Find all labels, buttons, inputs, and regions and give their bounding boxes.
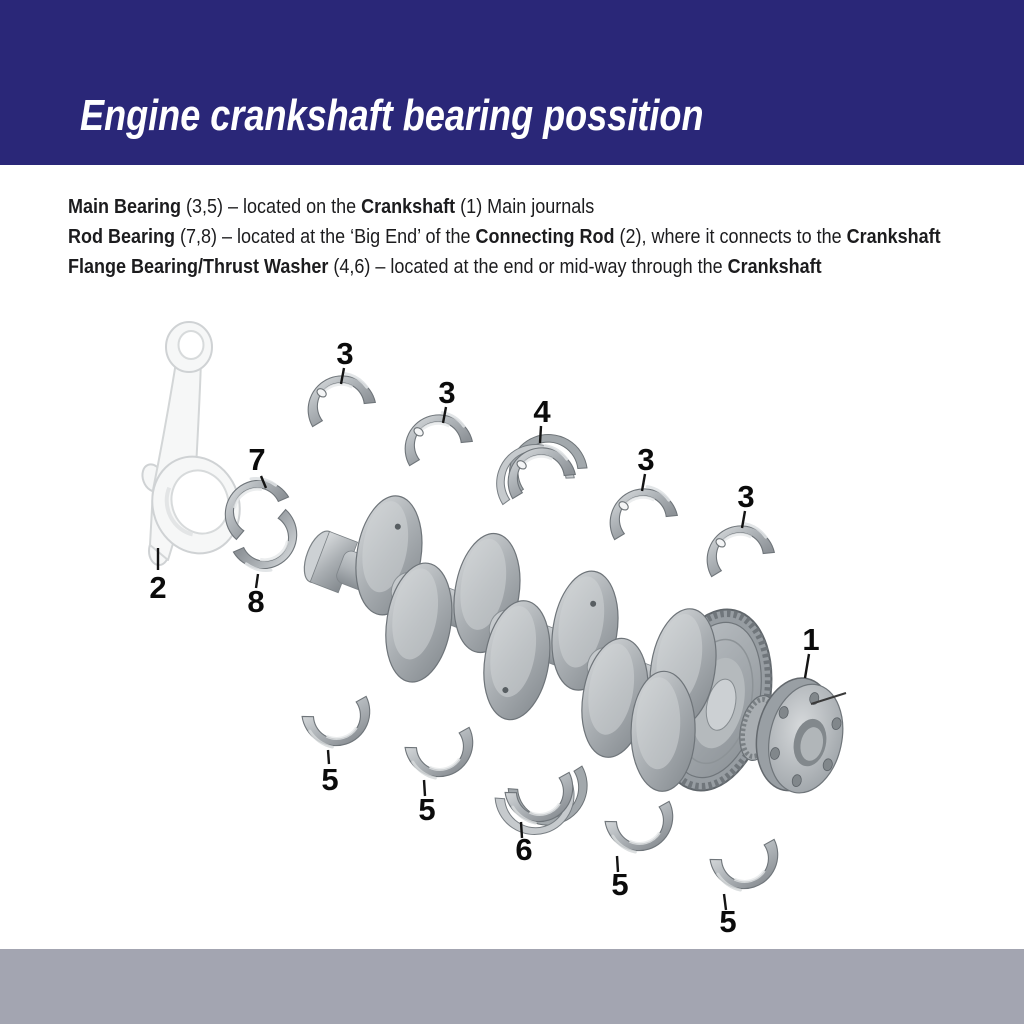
legend-term-connecting-rod: Connecting Rod (475, 226, 615, 248)
callout-5d-label: 5 (719, 904, 737, 939)
crankshaft (269, 467, 757, 813)
callout-5a (321, 750, 338, 797)
page-title: Engine crankshaft bearing possition (80, 91, 704, 140)
callout-3d-label: 3 (737, 479, 755, 514)
legend-term-crankshaft: Crankshaft (361, 196, 456, 218)
main-bearing-shell-5a (301, 696, 377, 753)
callout-3a-label: 3 (336, 336, 354, 371)
flange-bearing-shell-6 (492, 766, 597, 843)
callout-3b-label: 3 (438, 375, 456, 410)
callout-6-label: 6 (515, 832, 533, 867)
legend-text: (2), where it connects to the (614, 226, 847, 248)
main-bearing-shell-3c (602, 481, 679, 540)
footer-band (0, 949, 1024, 1024)
main-bearing-shell-5d (709, 839, 785, 896)
legend-text: (3,5) – located on the (181, 196, 362, 218)
callout-5b (418, 780, 435, 827)
callout-8 (247, 574, 264, 619)
legend-text: (1) Main journals (455, 196, 595, 218)
callout-1-line (805, 654, 809, 678)
legend-term-main-bearing: Main Bearing (68, 196, 182, 218)
legend-term-crankshaft: Crankshaft (727, 256, 822, 278)
legend-text: (7,8) – located at the ‘Big End’ of the (175, 226, 476, 248)
callout-2-label: 2 (149, 570, 167, 605)
rod-bearing-shell-8 (230, 509, 310, 582)
main-bearing-shell-3b (397, 407, 474, 466)
legend-term-crankshaft: Crankshaft (846, 226, 941, 248)
callout-5c (611, 856, 628, 902)
callout-5d (719, 894, 736, 939)
legend-term-flange-bearing: Flange Bearing/Thrust Washer (68, 256, 329, 278)
callout-3c (637, 442, 654, 491)
flange-bearing-shell-4 (486, 425, 591, 505)
callout-7-label: 7 (248, 442, 266, 477)
legend-text: (4,6) – located at the end or mid-way through the (328, 256, 728, 278)
callout-8-label: 8 (247, 584, 265, 619)
main-bearing-shell-3d (699, 518, 776, 577)
main-bearing-shell-5c (604, 801, 680, 858)
legend-term-rod-bearing: Rod Bearing (68, 226, 176, 248)
main-bearing-shell-5b (404, 727, 480, 784)
callout-4-label: 4 (533, 394, 551, 429)
callout-5a-label: 5 (321, 762, 339, 797)
main-bearing-shell-3a (300, 368, 377, 427)
callout-1-label: 1 (802, 622, 820, 657)
callout-5b-label: 5 (418, 792, 436, 827)
callout-1 (802, 622, 819, 678)
callout-3c-label: 3 (637, 442, 655, 477)
callout-5c-label: 5 (611, 867, 629, 902)
callout-3d (737, 479, 754, 528)
